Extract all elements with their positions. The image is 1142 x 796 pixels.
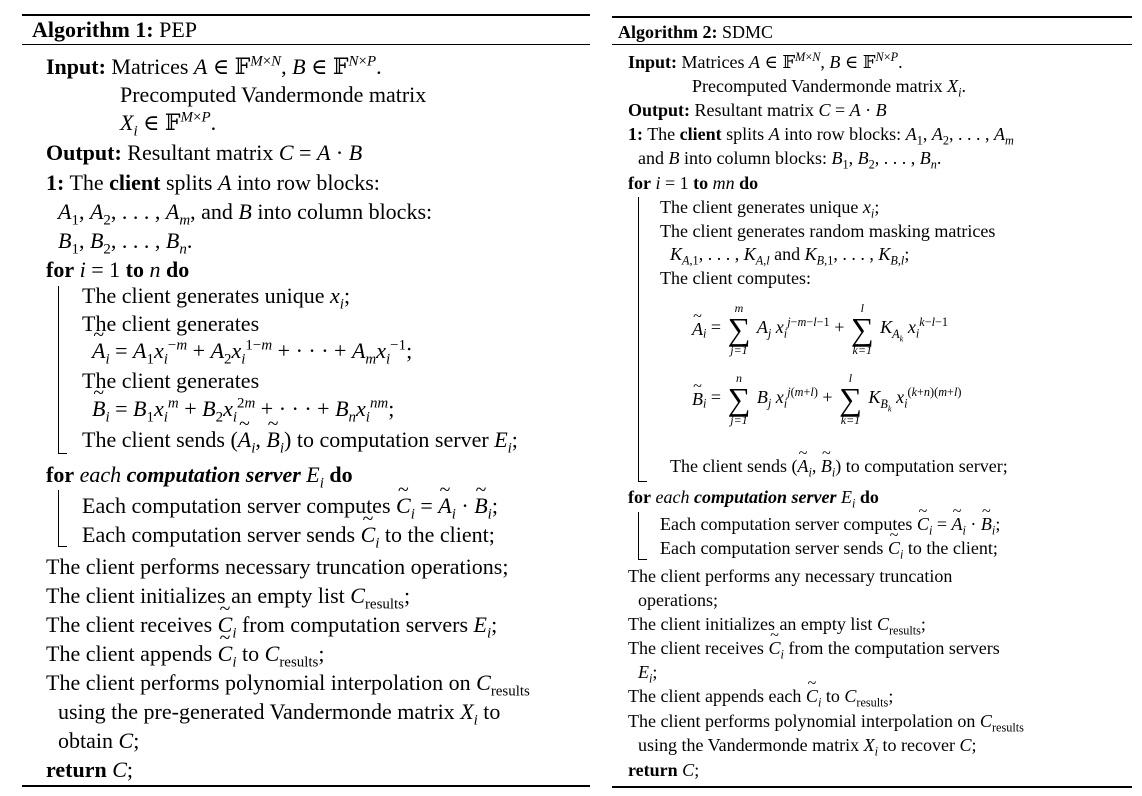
tail-line-1: The client performs any necessary truncation (628, 566, 953, 586)
loop2-line-1: Each computation server computes ~ $C_i$ = ~ $A_i$ · ~ $B_i$; (660, 514, 1000, 535)
top-rule (612, 16, 1132, 18)
input-line-2: Precomputed Vandermonde matrix (120, 82, 427, 107)
loop2-bar-foot (638, 559, 647, 560)
loop2-bar (638, 512, 639, 559)
equation-b-tilde: ~ $B_i$ = n ∑ j=1 $B_j$ $x_i^{j(m+l)}$ + l ∑ k=1 $K_{B_k}$ $x_i^{(k+n)(m+l)}$ (692, 372, 961, 426)
loop1-eq-b: ~ $B_i = B_1x_i^m + B_2x_i^{2m}$ + · · · + $B_nx_i^{nm}$; (92, 396, 394, 422)
input-line-2: Precomputed Vandermonde matrix $X_i$. (692, 76, 967, 100)
loop1-eq-a: ~ $A_i = A_1x_i^{-m} + A_2x_i^{1-m}$ + · · · + $A_mx_i^{-1}$; (92, 338, 412, 364)
algorithm-title: Algorithm 1: PEP (32, 17, 198, 42)
sum-symbol: m ∑ j=1 (727, 301, 751, 357)
loop1-line-4: The client computes: (660, 268, 811, 288)
sum-symbol: l ∑ k=1 (850, 301, 874, 357)
bottom-rule (22, 785, 590, 787)
step-1-line-3: $B_1$, $B_2$, . . . , $B_n$. (58, 228, 193, 258)
loop-bar-foot (638, 481, 647, 482)
sum-symbol: n ∑ j=1 (727, 371, 751, 427)
step-1-line-2: $A_1$, $A_2$, . . . , $A_m$, and B into column blocks: (58, 199, 433, 229)
loop1-line-2: The client generates random masking matrices (660, 221, 996, 241)
loop1-line-send: The client sends (~ $A_i$, ~ $B_i$) to computation server; (670, 456, 1008, 477)
tail-line-6: using the pre-generated Vandermonde matrix $X_i$ to (58, 699, 501, 729)
tail-line-5: The client performs polynomial interpolation on $C_{results}$ (46, 670, 530, 700)
algorithm-title: Algorithm 2: SDMC (618, 22, 774, 42)
loop2-bar (58, 490, 59, 546)
return-line: return C; (628, 760, 700, 780)
loop1-line-2: The client generates (82, 311, 260, 336)
loop1-line-1: The client generates unique $x_i$; (660, 197, 880, 221)
loop2-line-2: Each computation server sends ~ $C_i$ to the client; (82, 522, 495, 548)
title-rule (22, 44, 590, 45)
loop1-line-3: The client generates (82, 368, 260, 393)
for-loop-2: for each computation server $E_i$ do (46, 462, 353, 492)
tail-line-1: The client performs necessary truncation operations; (46, 554, 509, 579)
tail-line-7: The client performs polynomial interpolation on $C_{results}$ (628, 711, 1024, 735)
tail-line-7: obtain C; (58, 728, 140, 753)
step-1-line: 1: The client splits A into row blocks: $A_1$, $A_2$, . . . , $A_m$ (628, 124, 1014, 148)
top-rule (22, 14, 590, 16)
tail-line-4: The client receives ~ $C_i$ from the computation servers (628, 638, 1000, 659)
loop-bar (58, 286, 59, 453)
for-loop-1: for i = 1 to n do (46, 257, 190, 282)
tail-line-3: The client initializes an empty list $C_{results}$; (628, 614, 926, 638)
loop2-bar-foot (58, 546, 67, 547)
for-loop-1: for i = 1 to mn do (628, 173, 759, 193)
loop-bar (638, 197, 639, 481)
tail-line-6: The client appends each ~ $C_i$ to $C_{results}$; (628, 686, 893, 707)
title-rule (612, 44, 1132, 45)
for-loop-2: for each computation server $E_i$ do (628, 487, 879, 511)
loop2-line-1: Each computation server computes ~ $C_i$ = ~ $A_i$ · ~ $B_i$; (82, 493, 498, 519)
return-line: return C; (46, 757, 134, 782)
tail-line-5: $E_i$; (638, 662, 658, 686)
tail-line-2: operations; (638, 590, 718, 610)
bottom-rule (612, 786, 1132, 788)
output-line: Output: Resultant matrix C = A · B (628, 100, 887, 120)
loop1-line-3: $K_{A,1}$, . . . , $K_{A,l}$ and $K_{B,1}$, . . . , $K_{B,l}$; (670, 244, 910, 268)
loop-bar-foot (58, 453, 67, 454)
input-line-3: $X_i$ ∈ 𝔽$^{M\times P}$. (120, 109, 217, 140)
input-line: Input: Matrices A ∈ 𝔽$^{M\times N}$, B ∈ 𝔽$^{N\times P}$. (46, 53, 382, 80)
output-line: Output: Resultant matrix C = A · B (46, 140, 363, 165)
step-1-line: 1: The client splits A into row blocks: (46, 170, 380, 195)
loop1-line-1: The client generates unique $x_i$; (82, 283, 351, 313)
loop2-line-2: Each computation server sends ~ $C_i$ to the client; (660, 538, 998, 559)
tail-line-4: The client appends ~ $C_i$ to $C_{results}$; (46, 641, 325, 667)
tail-line-3: The client receives ~ $C_i$ from computation servers $E_i$; (46, 612, 497, 638)
tail-line-2: The client initializes an empty list $C_{results}$; (46, 583, 411, 613)
sum-symbol: l ∑ k=1 (839, 371, 862, 427)
input-line: Input: Matrices A ∈ 𝔽$^{M\times N}$, B ∈ 𝔽$^{N\times P}$. (628, 50, 903, 73)
step-1-line-2: and B into column blocks: $B_1$, $B_2$, . . . , $B_n$. (638, 148, 942, 172)
equation-a-tilde: ~ $A_i$ = m ∑ j=1 $A_j$ $x_i^{j-m-l-1}$ + l ∑ k=1 $K_{A_k}$ $x_i^{k-l-1}$ (692, 302, 948, 356)
loop1-line-send: The client sends (~ $A_i$, ~ $B_i$) to computation server $E_i$; (82, 427, 518, 453)
tail-line-8: using the Vandermonde matrix $X_i$ to recover C; (638, 735, 977, 759)
